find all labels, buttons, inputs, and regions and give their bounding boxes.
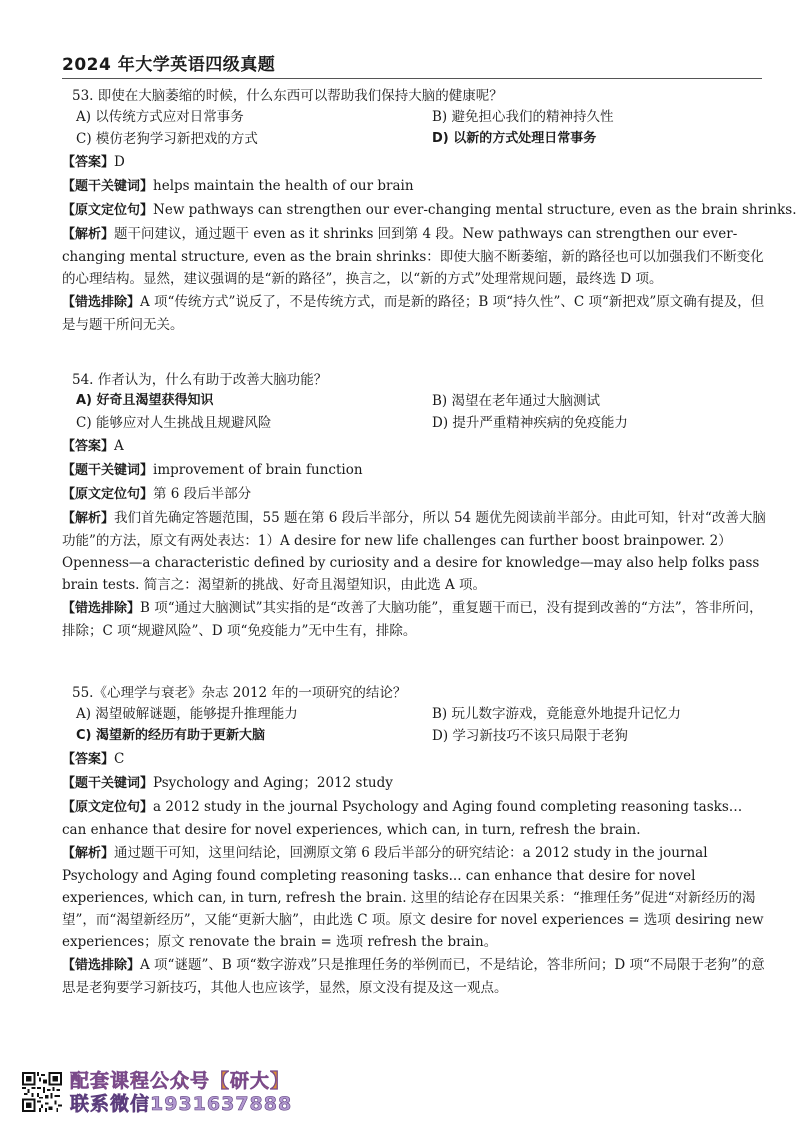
elimination-section: [62, 291, 766, 336]
answer-tag: 【答案】: [62, 752, 115, 767]
option-c: C) 渴望新的经历有助于更新大脑: [76, 728, 266, 743]
elimination-section: [62, 597, 766, 642]
question-stem: [62, 86, 766, 106]
answer-value: D: [114, 154, 125, 170]
locate-section: [62, 796, 766, 841]
question-stem-text: 53. 即使在大脑萎缩的时候，什么东西可以帮助我们保持大脑的健康呢？: [72, 88, 503, 104]
question-55: [62, 683, 766, 999]
elimination-text: A 项“传统方式”说反了，不是传统方式，而是新的路径；B 项“持久性”、C 项“新把戏”原文确有提及，但是与题干所问无关。: [62, 294, 765, 333]
question-53: [62, 86, 797, 336]
keyword-section: [62, 459, 766, 482]
option-a: A) 渴望破解谜题，能够提升推理能力: [76, 706, 298, 722]
locate-section: [62, 483, 766, 506]
option-d: D) 学习新技巧不该只局限于老狗: [432, 728, 628, 744]
promo-course-account: 配套课程公众号【研大】: [70, 1070, 291, 1092]
locate-tag: 【原文定位句】: [62, 203, 154, 218]
locate-tag: 【原文定位句】: [62, 487, 154, 502]
keyword-section: [62, 772, 766, 795]
locate-section: [62, 199, 797, 222]
keyword-tag: 【题干关键词】: [62, 179, 154, 194]
answer-value: C: [114, 751, 125, 767]
options: [76, 106, 766, 150]
answer-section: [62, 748, 766, 771]
question-stem-text: 55.《心理学与衰老》杂志 2012 年的一项研究的结论？: [72, 685, 407, 701]
options: [76, 703, 766, 747]
question-stem: [62, 370, 766, 390]
option-b: B) 渴望在老年通过大脑测试: [432, 393, 600, 409]
elimination-text: B 项“通过大脑测试”其实指的是“改善了大脑功能”，重复题干而已，没有提到改善的“方法”，答非所问，排除；C 项“规避风险”、D 项“免疫能力”无中生有，排除。: [62, 600, 763, 639]
answer-tag: 【答案】: [62, 155, 115, 170]
page-title: 2024 年大学英语四级真题: [62, 55, 276, 75]
option-b: B) 避免担心我们的精神持久性: [432, 109, 614, 125]
analysis-text: 我们首先确定答题范围，55 题在第 6 段后半部分，所以 54 题优先阅读前半部分。由此可知，针对“改善大脑功能”的方法，原文有两处表达：1）A desire for new life challenges can further boost brainpower. 2）Openness—a characteristic defined by curiosity and a desire for knowledge—may also help folks pass brain tests. 简言之：渴望新的挑战、好奇且渴望知识，由此选 A 项。: [62, 510, 766, 593]
analysis-section: [62, 842, 766, 953]
option-a: A) 好奇且渴望获得知识: [76, 393, 214, 408]
analysis-text: 题干问建议，通过题干 even as it shrinks 回到第 4 段。New pathways can strengthen our ever-changing mental structure, even as the brain shrinks：即使大脑不断萎缩，新的路径也可以加强我们不断变化的心理结构。显然，建议强调的是“新的路径”，换言之，以“新的方式”处理常规问题，最终选 D 项。: [62, 226, 764, 287]
question-stem-text: 54. 作者认为，什么有助于改善大脑功能？: [72, 372, 328, 388]
keyword-text: Psychology and Aging；2012 study: [153, 775, 393, 791]
locate-text: a 2012 study in the journal Psychology and Aging found completing reasoning tasks…can enhance that desire for novel experiences, which can, in turn, refresh the brain.: [62, 799, 743, 838]
option-d: D) 以新的方式处理日常事务: [432, 131, 597, 146]
keyword-tag: 【题干关键词】: [62, 463, 154, 478]
elimination-tag: 【错选排除】: [62, 601, 141, 616]
keyword-section: [62, 175, 766, 198]
analysis-tag: 【解析】: [62, 511, 115, 526]
locate-text: 第 6 段后半部分: [153, 486, 252, 502]
option-d: D) 提升严重精神疾病的免疫能力: [432, 415, 628, 431]
answer-tag: 【答案】: [62, 439, 115, 454]
answer-section: [62, 435, 766, 458]
option-a: A) 以传统方式应对日常事务: [76, 109, 244, 125]
locate-tag: 【原文定位句】: [62, 800, 154, 815]
keyword-text: helps maintain the health of our brain: [153, 178, 414, 194]
question-stem: [62, 683, 766, 703]
analysis-tag: 【解析】: [62, 227, 115, 242]
answer-value: A: [114, 438, 124, 454]
analysis-tag: 【解析】: [62, 846, 115, 861]
elimination-text: A 项“谜题”、B 项“数字游戏”只是推理任务的举例而已，不是结论，答非所问；D 项“不局限于老狗”的意思是老狗要学习新技巧，其他人也应该学，显然，原文没有提及这一观点。: [62, 957, 765, 996]
elimination-section: [62, 954, 766, 999]
option-c: C) 模仿老狗学习新把戏的方式: [76, 131, 258, 147]
analysis-section: [62, 223, 766, 290]
question-54: [62, 370, 766, 642]
option-c: C) 能够应对人生挑战且规避风险: [76, 415, 272, 431]
keyword-tag: 【题干关键词】: [62, 776, 154, 791]
analysis-section: [62, 507, 766, 596]
promo-wechat-contact: 联系微信1931637888: [70, 1093, 293, 1115]
analysis-text: 通过题干可知，这里问结论，回溯原文第 6 段后半部分的研究结论：a 2012 study in the journal Psychology and Aging found completing reasoning tasks... can enhance that desire for novel experiences, which can, in turn, refresh the brain. 这里的结论存在因果关系：“推理任务”促进“对新经历的渴望”，而“渴望新经历”，又能“更新大脑”，由此选 C 项。原文 desire for novel experiences = 选项 desiring new experiences；原文 renovate the brain = 选项 refresh the brain。: [62, 845, 764, 950]
elimination-tag: 【错选排除】: [62, 295, 141, 310]
answer-section: [62, 151, 766, 174]
options: [76, 390, 766, 434]
locate-text: New pathways can strengthen our ever-changing mental structure, even as the brain shrinks.: [153, 202, 797, 218]
footer-promo: [22, 1070, 322, 1118]
qr-code-icon[interactable]: [22, 1072, 62, 1112]
option-b: B) 玩儿数字游戏，竟能意外地提升记忆力: [432, 706, 681, 722]
elimination-tag: 【错选排除】: [62, 958, 141, 973]
header-divider: [62, 78, 762, 79]
keyword-text: improvement of brain function: [153, 462, 363, 478]
